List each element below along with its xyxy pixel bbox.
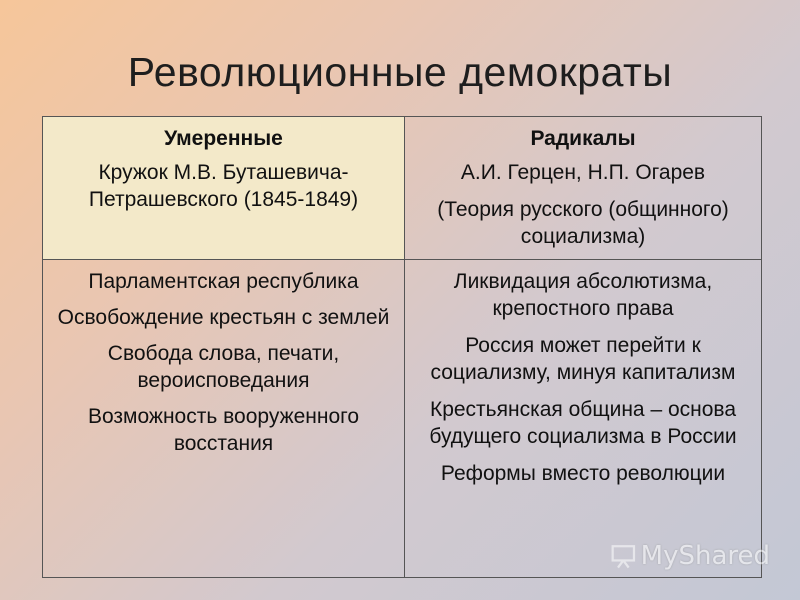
presentation-board-icon (610, 541, 637, 571)
radical-item: Россия может перейти к социализму, минуя капитализм (430, 334, 736, 384)
radical-header-cell (405, 117, 761, 259)
watermark-text: MyShared (640, 541, 770, 571)
watermark (610, 538, 770, 574)
moderate-subtitle-line-2: Петрашевского (1845-1849) (88, 188, 359, 211)
radical-header: Радикалы (530, 127, 636, 150)
comparison-table (42, 116, 762, 578)
moderate-item: Освобождение крестьян с землей (57, 306, 390, 329)
slide-title: Революционные демократы (127, 49, 673, 95)
moderate-item: Возможность вооруженного восстания (87, 405, 360, 455)
radical-item: Реформы вместо революции (440, 462, 726, 485)
moderate-item: Парламентская республика (88, 270, 359, 293)
row-divider (43, 259, 761, 260)
moderate-items-cell (43, 260, 404, 578)
radical-item: Крестьянская община – основа будущего социализма в России (429, 398, 737, 448)
column-divider (404, 117, 405, 577)
radical-item: Ликвидация абсолютизма, крепостного права (453, 270, 713, 320)
moderate-subtitle-line-1: Кружок М.В. Буташевича- (98, 161, 349, 184)
moderate-header: Умеренные (164, 127, 283, 150)
radical-theory: (Теория русского (общинного) социализма) (437, 198, 729, 248)
radical-items-cell (405, 260, 761, 578)
moderate-header-cell (43, 117, 404, 259)
moderate-item: Свобода слова, печати, вероисповедания (107, 342, 340, 392)
radical-subtitle: А.И. Герцен, Н.П. Огарев (460, 161, 706, 184)
